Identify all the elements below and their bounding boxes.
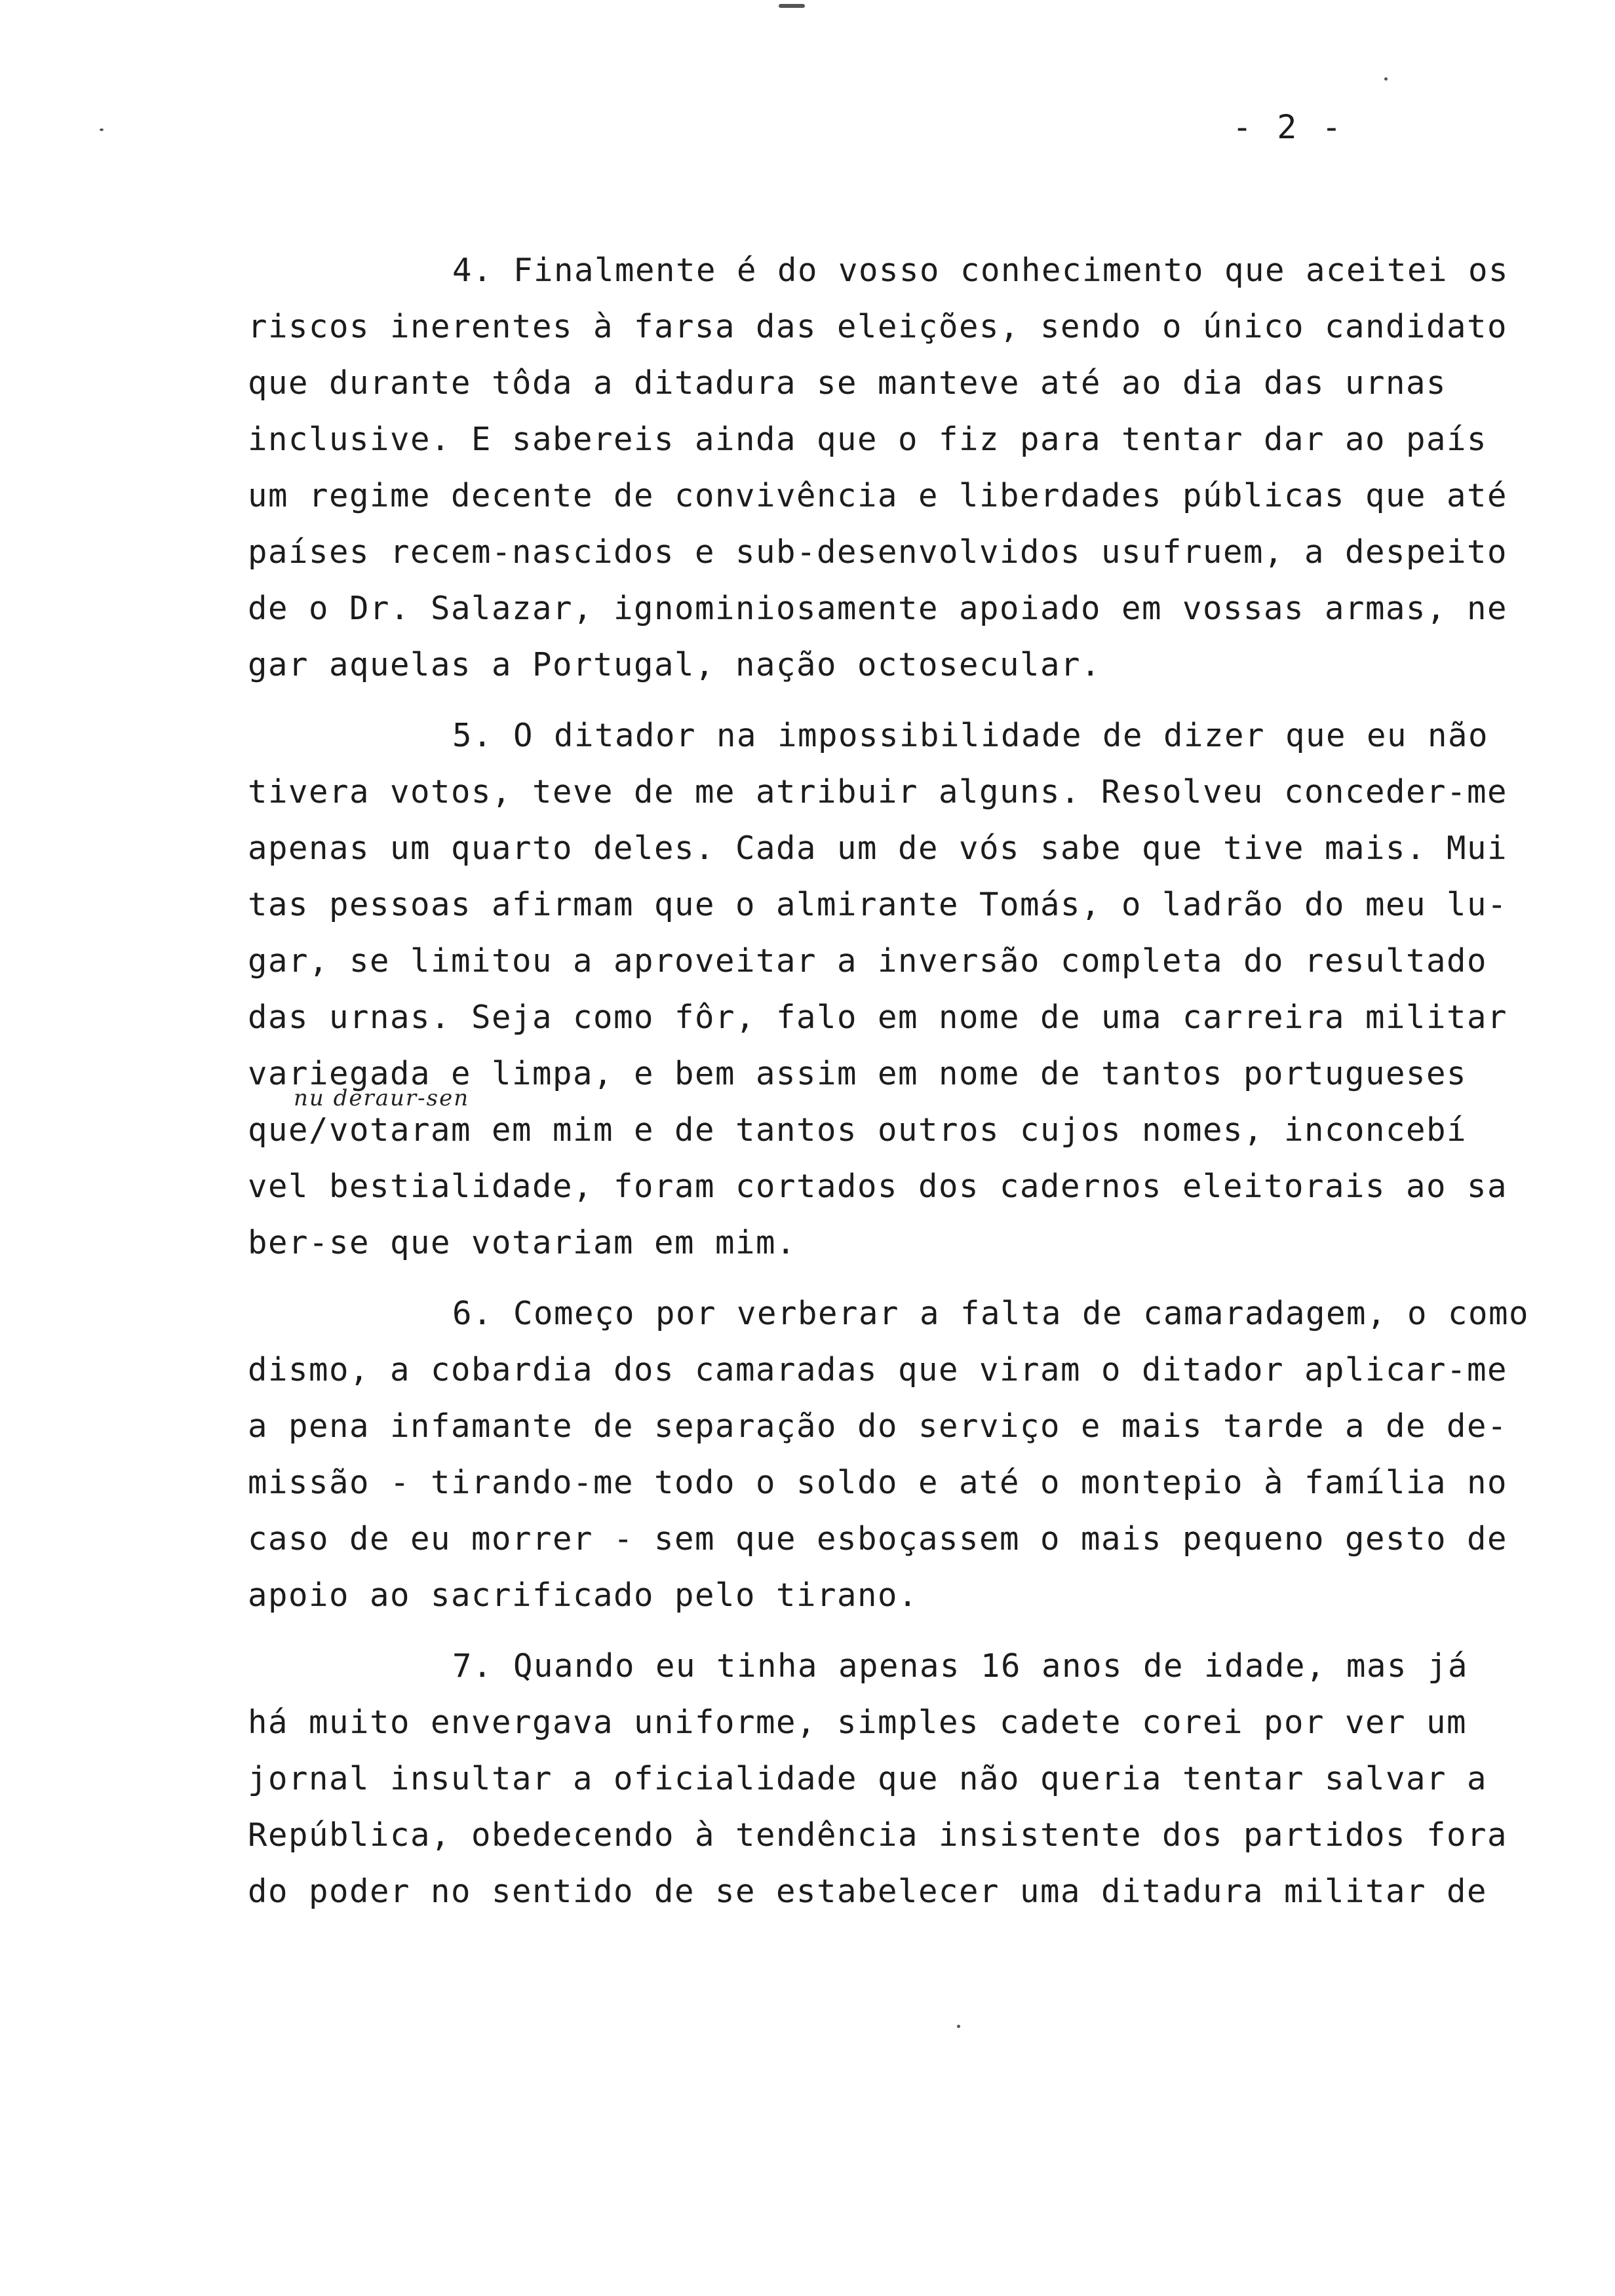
text-line: missão - tirando-me todo o soldo e até o montepio à família no bbox=[248, 1464, 1508, 1501]
text-line: gar aquelas a Portugal, nação octosecular. bbox=[248, 646, 1102, 683]
text-line: gar, se limitou a aproveitar a inversão completa do resultado bbox=[248, 942, 1488, 980]
text-line: ber-se que votariam em mim. bbox=[248, 1224, 797, 1261]
text-line: riscos inerentes à farsa das eleições, sendo o único candidato bbox=[248, 308, 1508, 345]
text-line: tivera votos, teve de me atribuir alguns. Resolveu conceder-me bbox=[248, 773, 1508, 811]
scan-speck bbox=[779, 4, 805, 8]
text-line: que/votaram em mim e de tantos outros cujos nomes, inconcebí bbox=[248, 1111, 1468, 1149]
text-line: 4. Finalmente é do vosso conhecimento que aceitei os bbox=[452, 252, 1509, 289]
document-body bbox=[248, 242, 1530, 1934]
text-line: dismo, a cobardia dos camaradas que viram o ditador aplicar-me bbox=[248, 1351, 1508, 1388]
handwritten-annotation: nu deraur-sen bbox=[294, 1085, 470, 1111]
scan-speck bbox=[1384, 77, 1388, 81]
text-line: um regime decente de convivência e liberdades públicas que até bbox=[248, 477, 1508, 514]
text-line: apoio ao sacrificado pelo tirano. bbox=[248, 1577, 919, 1614]
text-line: República, obedecendo à tendência insistente dos partidos fora bbox=[248, 1816, 1508, 1854]
text-line: tas pessoas afirmam que o almirante Tomás, o ladrão do meu lu- bbox=[248, 886, 1508, 923]
text-line: jornal insultar a oficialidade que não queria tentar salvar a bbox=[248, 1760, 1488, 1797]
text-line: 5. O ditador na impossibilidade de dizer que eu não bbox=[452, 717, 1489, 754]
text-line: apenas um quarto deles. Cada um de vós sabe que tive mais. Mui bbox=[248, 830, 1508, 867]
text-line: 7. Quando eu tinha apenas 16 anos de idade, mas já bbox=[452, 1647, 1469, 1685]
text-line: 6. Começo por verberar a falta de camaradagem, o como bbox=[452, 1295, 1530, 1332]
text-line: caso de eu morrer - sem que esboçassem o mais pequeno gesto de bbox=[248, 1520, 1508, 1558]
text-line: vel bestialidade, foram cortados dos cadernos eleitorais ao sa bbox=[248, 1168, 1508, 1205]
text-line: há muito envergava uniforme, simples cadete corei por ver um bbox=[248, 1704, 1468, 1741]
text-line: variegada e limpa, e bem assim em nome de tantos portugueses bbox=[248, 1055, 1468, 1092]
text-line: do poder no sentido de se estabelecer uma ditadura militar de bbox=[248, 1873, 1488, 1910]
paragraph-6 bbox=[248, 1286, 1530, 1624]
paragraph-7 bbox=[248, 1638, 1508, 1920]
scan-speck bbox=[100, 128, 104, 131]
text-line: que durante tôda a ditadura se manteve até ao dia das urnas bbox=[248, 364, 1447, 402]
text-line: a pena infamante de separação do serviço e mais tarde a de de- bbox=[248, 1407, 1508, 1445]
page-number: - 2 - bbox=[1232, 108, 1344, 146]
paragraph-5 bbox=[248, 708, 1508, 1271]
text-line: das urnas. Seja como fôr, falo em nome de uma carreira militar bbox=[248, 999, 1508, 1036]
scan-speck bbox=[957, 2025, 960, 2028]
text-line: de o Dr. Salazar, ignominiosamente apoiado em vossas armas, ne bbox=[248, 590, 1508, 627]
text-line: inclusive. E sabereis ainda que o fiz para tentar dar ao país bbox=[248, 421, 1488, 458]
paragraph-4 bbox=[248, 242, 1509, 693]
text-line: países recem-nascidos e sub-desenvolvidos usufruem, a despeito bbox=[248, 533, 1508, 571]
